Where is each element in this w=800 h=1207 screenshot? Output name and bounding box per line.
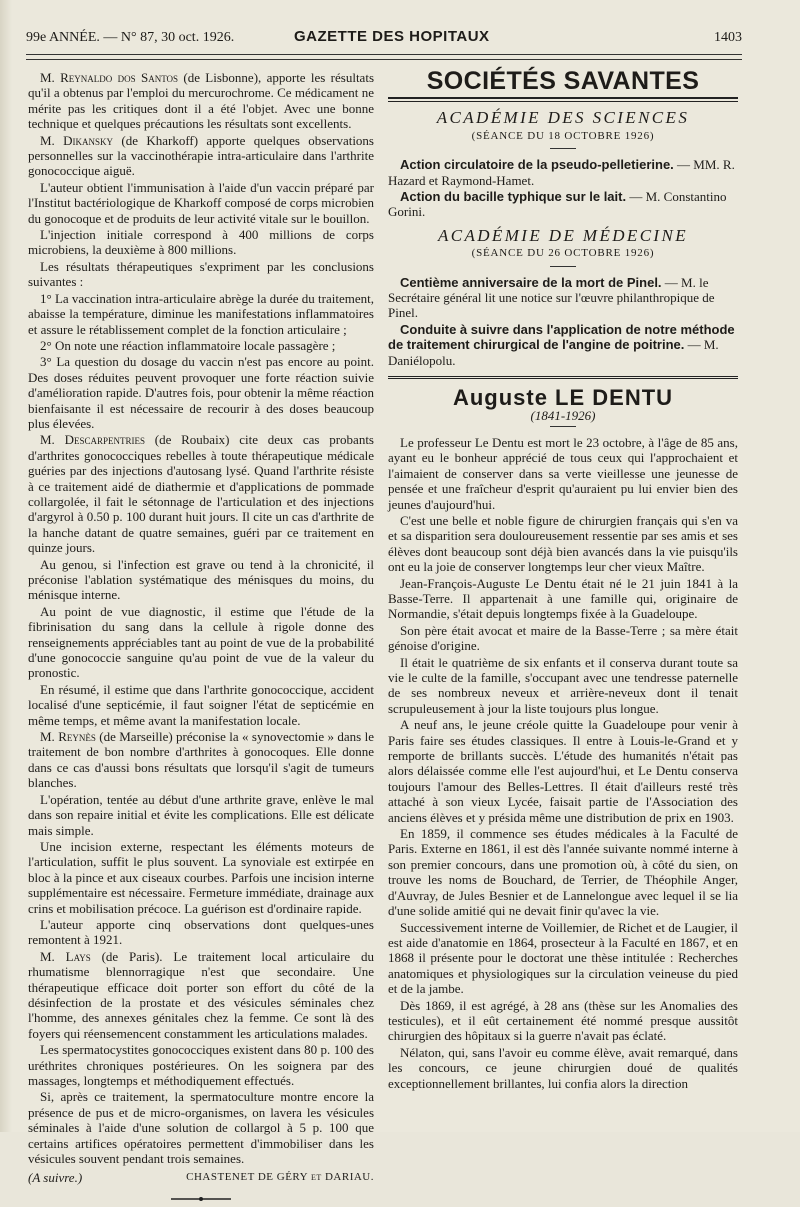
author-name: M. Reynaldo dos Santos <box>40 70 179 85</box>
paragraph-text: Si, après ce traitement, la spermatoculture montre encore la présence de pus et de micro-organismes, on lavera les vésicules séminales à l'aide d'une solution de collargol à 5 p. 100 que certains artifices opératoires permettent d'immobiliser dans les vésicules souvent pendant trois semaines. <box>28 1089 374 1167</box>
academy-medecine-title: ACADÉMIE DE MÉDECINE <box>437 225 689 245</box>
paragraph-text: En résumé, il estime que dans l'arthrite gonococcique, accident localisé d'une septicémie, il faut soigner l'état de septicémie en même temps, et même avant la manifestation locale. <box>28 681 374 728</box>
section-title: SOCIÉTÉS SAVANTES <box>426 67 700 95</box>
author-name: M. Reynès <box>40 729 96 745</box>
paragraph-text: L'opération, tentée au début d'une arthrite grave, enlève le mal dans son repaire initial et évite les complications. Elle est délicate mais simple. <box>28 791 374 838</box>
article-paragraph <box>28 729 374 791</box>
page-number: 1403 <box>714 30 742 45</box>
paragraph-text: 2° On note une réaction inflammatoire locale passagère ; <box>40 337 336 353</box>
article-paragraph <box>28 1089 374 1166</box>
journal-title: GAZETTE DES HOPITAUX <box>294 28 490 45</box>
ornament-rule <box>171 1196 231 1202</box>
article-paragraph <box>28 839 374 916</box>
obituary-name: Auguste LE DENTU <box>452 385 674 411</box>
left-column-body <box>28 70 374 1166</box>
obituary-paragraph: Son père était avocat et maire de la Basse-Terre ; sa mère était génoise d'origine. <box>388 622 738 654</box>
paragraph-text: L'auteur apporte cinq observations dont quelques-unes remontent à 1921. <box>28 916 374 948</box>
paragraph-text: 1° La vaccination intra-articulaire abrège la durée du traitement, abaisse la température, diminue les manifestations inflammatoires et assure le rétablissement complet de la fonction articulaire ; <box>28 290 375 337</box>
paragraph-text: Au point de vue diagnostic, il estime que l'étude de la fibrinisation du sang dans la cellule à rigole donne des renseignements appréciables tant au point de vue de la probabilité d'une gonococcie sanguine qu'au point de vue de la valeur du pronostic. <box>28 603 374 681</box>
paragraph-text: Au genou, si l'infection est grave ou tend à la chronicité, il préconise l'ablation systématique des ménisques du moins, du ménisque interne. <box>28 556 374 603</box>
communication-entry: Centième anniversaire de la mort de Pinel. — M. le Secrétaire général lit une notice sur l'œuvre philanthropique de Pinel. <box>388 274 715 321</box>
to-be-continued: (A suivre.) <box>28 1170 83 1186</box>
paragraph-text: (de Kharkoff) apporte quelques observations personnelles sur la vaccinothérapie intra-articulaire dans l'arthrite gonococcique aiguë. <box>28 132 374 179</box>
short-rule <box>550 266 576 267</box>
right-column <box>388 67 738 1120</box>
paragraph-text: Les résultats thérapeutiques s'expriment par les conclusions suivantes : <box>28 258 374 290</box>
obituary-dates: (1841-1926) <box>530 407 596 423</box>
paragraph-text: L'injection initiale correspond à 400 millions de corps microbiens, la deuxième à 800 millions. <box>28 227 374 258</box>
obituary-paragraph: Le professeur Le Dentu est mort le 23 octobre, à l'âge de 85 ans, ayant eu le bonheur apprécié de tous ceux qui l'approchaient et l'aimaient de conserver dans sa verte vieillesse une jeunesse de pensée et une fraîcheur d'esprit qu'auraient pu lui envier bien des jeunes d'aujourd'hui. <box>388 434 738 512</box>
article-paragraph <box>28 432 374 555</box>
obituary-paragraph: A neuf ans, le jeune créole quitte la Guadeloupe pour venir à Paris faire ses études classiques. Il entre à Louis-le-Grand et y remporte de brillants succès. L'étude des humanités n'était pas alors délaissée comme elle l'est aujourd'hui, et Le Dentu conserva toujours l'amour des Belles-Lettres. Il était d'ailleurs resté très attaché à son vieux Lycée, faisait partie de l'Association des anciens élèves et y présida même une distribution de prix en 1903. <box>388 717 738 825</box>
article-paragraph <box>28 682 374 728</box>
obituary-paragraph: En 1859, il commence ses études médicales à la Faculté de Paris. Externe en 1861, il est dès l'année suivante nommé interne à son premier concours, dans une promotion où, à côté du sien, on trouve les noms de Bouchard, de Terrier, de Théophile Anger, d'Auvray, de Jules Besnier et de Lannelongue avec lequel il se lia d'une solide amitié qui ne devait finir qu'avec la vie. <box>388 826 738 919</box>
obituary-paragraph: Il était le quatrième de six enfants et il conserva durant toute sa vie le culte de la famille, s'occupant avec une tendresse paternelle de ses nombreux neveux et arrière-neveux dont il tenait scrupuleusement à jour la liste toujours plus longue. <box>388 654 738 716</box>
page-edge <box>0 0 12 1132</box>
author-name: M. Lays <box>40 948 91 964</box>
signature-line <box>28 1170 374 1185</box>
communication-entry: Action du bacille typhique sur le lait. — M. Constantino Gorini. <box>388 189 727 220</box>
paragraph-text: (de Roubaix) cite deux cas probants d'arthrites gonococciques rebelles à toute thérapeutique médicale guéries par des injections d'autosang lysé. Quand l'arthrite résiste à ce traitement aidé de diathermie et d'applications de pommade collargolée, il fait le sétonnage de l'articulation et des injections d'argyrol à 0.50 p. 100 durant huit jours. Il cite un cas d'arthrite de la hanche datant de quatre semaines, guéri par ce traitement en quinze jours. <box>28 432 374 556</box>
article-paragraph <box>28 70 374 132</box>
left-column <box>28 70 375 1186</box>
academy-sciences-title: ACADÉMIE DES SCIENCES <box>436 108 690 128</box>
article-paragraph <box>28 949 374 1041</box>
author-name: M. Dikansky <box>40 132 114 148</box>
short-rule <box>550 148 576 149</box>
communication-entry: Action circulatoire de la pseudo-pelletierine. — MM. R. Hazard et Raymond-Hamet. <box>388 157 735 188</box>
running-header <box>26 28 742 50</box>
end-ornament <box>28 1192 374 1207</box>
paragraph-text: Les spermatocystites gonococciques existent dans 80 p. 100 des uréthrites chroniques postérieures. On les soignera par des massages, longtemps et méthodiquement effectués. <box>28 1042 374 1088</box>
paragraph-text: L'auteur obtient l'immunisation à l'aide d'un vaccin préparé par l'Institut bactériologique de Kharkoff composé de corps microbien du gonocoque et de produits de leur activité vitale sur le bouillon. <box>28 179 374 226</box>
author-name: M. Descarpentries <box>40 432 145 448</box>
paragraph-text: Une incision externe, respectant les éléments moteurs de l'articulation, suffit le plus souvent. La synoviale est extirpée en bloc à la pince et aux ciseaux courbes. Parfois une incision interne supplémentaire est nécessaire. Fermeture immédiate, drainage aux crins et mobilisation précoce. La guérison est d'ordinaire rapide. <box>28 838 374 916</box>
article-paragraph <box>28 557 374 603</box>
article-paragraph <box>28 180 374 226</box>
article-paragraph <box>28 133 374 179</box>
header-rule <box>26 54 742 55</box>
article-paragraph <box>28 227 374 258</box>
paragraph-text: (de Paris). Le traitement local articulaire du rhumatisme blennorragique n'est que secondaire. Une thérapeutique efficace doit porter son effort du côté de la désinfection de la prostate et des vésicules séminales chez l'homme, des annexes génitales chez la femme. Ce sont là des foyers qui réensemencent constamment les articulations malades. <box>28 948 374 1041</box>
header-rule-lower <box>26 59 742 60</box>
article-paragraph <box>28 291 374 337</box>
signature: CHASTENET DE GÉRY et DARIAU. <box>186 1171 374 1184</box>
obituary-paragraph: C'est une belle et noble figure de chirurgien français qui s'en va et sa disparition sera douloureusement ressentie par ses amis et ses élèves dont beaucoup sont déjà bien avancés dans la vie puisqu'ils ont eu la joie de conserver longtemps leur cher vieux Maître. <box>388 512 738 575</box>
article-paragraph <box>28 354 374 431</box>
obituary-paragraph: Jean-François-Auguste Le Dentu était né le 21 juin 1841 à la Basse-Terre. Il appartenait à une famille qui, originaire de Normandie, s'était depuis longtemps fixée à la Guadeloupe. <box>388 575 738 622</box>
obituary-body <box>388 435 738 1091</box>
academy-sciences-session: (SÉANCE DU 18 OCTOBRE 1926) <box>471 129 655 142</box>
academy-medecine-session: (SÉANCE DU 26 OCTOBRE 1926) <box>471 247 655 260</box>
article-paragraph <box>28 792 374 838</box>
article-paragraph <box>28 604 374 681</box>
article-paragraph <box>28 259 374 290</box>
paragraph-text: (de Marseille) préconise la « synovectomie » dans le traitement de bon nombre d'arthrites à gonocoques. Elle donne dans ce cas d'aussi bons résultats que lorsqu'il s'agit de tumeurs blanches. <box>28 729 374 791</box>
paragraph-text: (de Lisbonne), apporte les résultats qu'il a obtenus par l'emploi du mercurochrome. Ce médicament ne mérite pas les critiques dont il a été l'objet. Avec une bonne technique et quelques précautions les résultats sont excellents. <box>28 70 375 132</box>
obituary-paragraph: Dès 1869, il est agrégé, à 28 ans (thèse sur les Anomalies des testicules), et il eût certainement été nommé presque aussitôt chirurgien des hôpitaux si la guerre n'avait pas éclaté. <box>388 997 738 1044</box>
article-paragraph <box>28 917 374 948</box>
paragraph-text: 3° La question du dosage du vaccin n'est pas encore au point. Des doses réduites peuvent provoquer une forte réaction suivie d'amélioration rapide. D'autres fois, pour obtenir la même réaction bienfaisante il est nécessaire de recourir à des doses beaucoup plus élevées. <box>28 354 374 431</box>
article-paragraph <box>28 1042 374 1088</box>
issue-info: 99e ANNÉE. — N° 87, 30 oct. 1926. <box>26 30 235 45</box>
section-rule <box>388 97 738 102</box>
section-separator <box>388 376 738 382</box>
obituary-paragraph: Nélaton, qui, sans l'avoir eu comme élève, avait remarqué, dans les concours, ce jeune chirurgien doué de qualités exceptionnellement brillantes, lui confia alors la direction <box>388 1044 738 1091</box>
communication-entry: Conduite à suivre dans l'application de notre méthode de traitement chirurgical de l'angine de poitrine. — M. Daniélopolu. <box>388 321 735 368</box>
obituary-paragraph: Successivement interne de Voillemier, de Richet et de Laugier, il est aide d'anatomie en 1864, prosecteur à la Faculté en 1867, et en 1868 il présente pour le doctorat une thèse intitulée : Recherches anatomiques et physiologiques sur la circulation veineuse du pied et de la jambe. <box>388 919 738 997</box>
short-rule <box>550 426 576 427</box>
article-paragraph <box>28 338 374 353</box>
